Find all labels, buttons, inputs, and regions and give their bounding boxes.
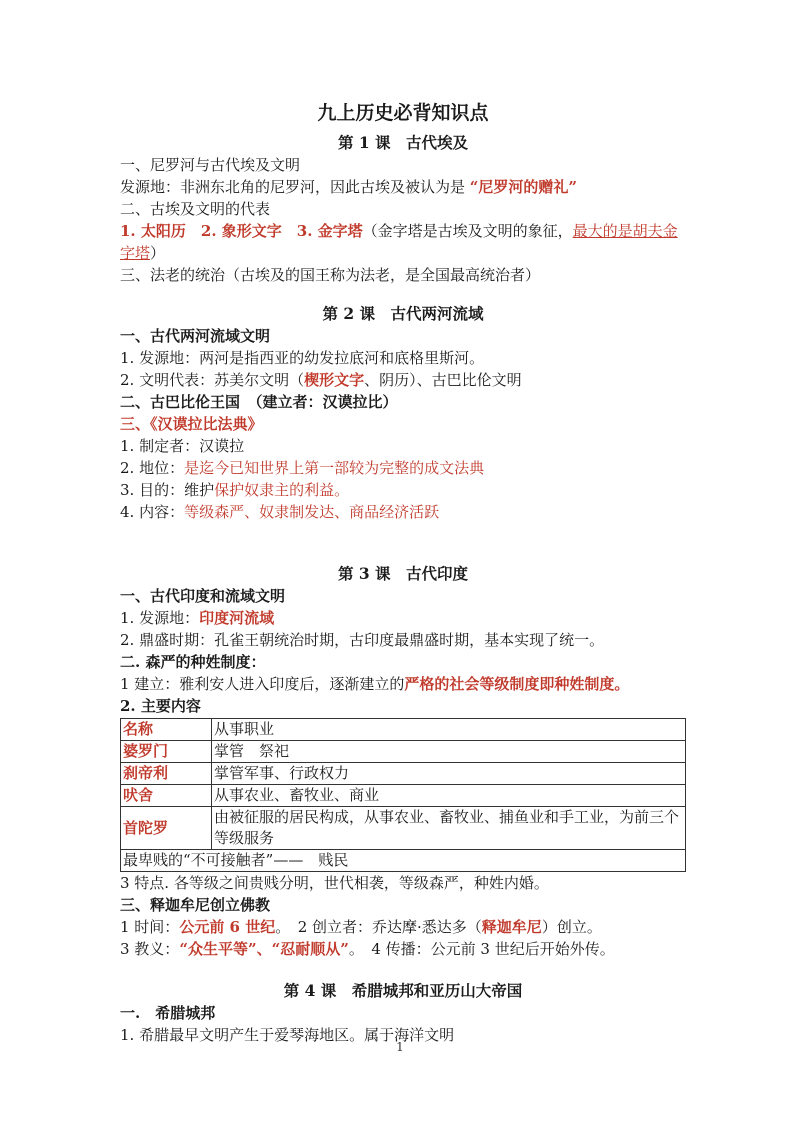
caste-desc: 从事职业 [212,719,686,741]
lesson-4-section-1-title: 一. 希腊城邦 [120,1004,216,1022]
doctrine-highlight: “众生平等”、“忍耐顺从” [179,940,349,958]
purpose-label: 3. 目的：维护 [120,481,215,499]
caste-desc: 掌管军事、行政权力 [212,763,686,785]
civ-text-end: 、阴历）、古巴比伦文明 [364,371,522,389]
founder-text: 。 2 创立者：乔达摩·悉达多（ [275,918,482,936]
code-purpose [120,479,686,501]
lesson-2-civilization [120,369,686,391]
cuneiform-highlight: 楔形文字 [304,371,365,389]
lesson-3-section-2-title: 二. 森严的种姓制度： [120,653,266,671]
time-label: 1 时间： [120,918,180,936]
khufu-pyramid-highlight: 最大的是胡夫金字塔 [120,222,678,262]
time-highlight: 公元前 6 世纪 [179,918,276,936]
table-row [121,719,686,741]
indus-highlight: 印度河流域 [199,609,275,627]
lesson-2-heading: 第 2 课 古代两河流域 [322,304,484,323]
buddhism-time-founder [120,916,686,938]
status-highlight: 是迄今已知世界上第一部较为完整的成文法典 [184,459,485,477]
content-highlight: 等级森严、奴隶制发达、商品经济活跃 [184,503,440,521]
lesson-1-origin [120,176,686,198]
table-row [121,763,686,785]
caste-establish [120,673,686,695]
buddhism-doctrine-spread [120,938,686,960]
untouchables-row: 最卑贱的“不可接触者”—— 贱民 [121,850,686,872]
caste-name: 刹帝利 [121,763,212,785]
purpose-highlight: 保护奴隶主的利益。 [214,481,350,499]
caste-desc: 由被征服的居民构成，从事农业、畜牧业、捕鱼业和手工业，为前三个等级服务 [212,807,686,850]
lesson-1-heading: 第 1 课 古代埃及 [337,133,469,152]
table-row [121,741,686,763]
spread-text: 。 4 传播：公元前 3 世纪后开始外传。 [348,940,615,958]
caste-content-title: 2. 主要内容 [120,697,201,715]
nile-gift-highlight: “尼罗河的赠礼” [469,178,578,196]
code-content [120,501,686,523]
doctrine-label: 3 教义： [120,940,180,958]
caste-desc: 掌管 祭祀 [212,741,686,763]
pyramid-note-end: ） [150,244,166,262]
table-row [121,850,686,872]
table-row [121,785,686,807]
lesson-3-section-3-title: 三、释迦牟尼创立佛教 [120,896,271,914]
greece-origin: 1. 希腊最早文明产生于爱琴海地区。属于海洋文明 [120,1026,455,1044]
status-label: 2. 地位： [120,459,185,477]
lesson-1-section-1-title: 一、尼罗河与古代埃及文明 [120,156,301,174]
table-row [121,807,686,850]
lesson-1-representatives [120,220,686,264]
document-page [120,98,686,1046]
sakyamuni-highlight: 释迦牟尼 [481,918,542,936]
india-peak: 2. 鼎盛时期：孔雀王朝统治时期，古印度最鼎盛时期，基本实现了统一。 [120,631,605,649]
caste-name: 吠舍 [121,785,212,807]
lesson-3-section-1-title: 一、古代印度和流域文明 [120,587,286,605]
founder-end: ）创立。 [541,918,602,936]
caste-name: 名称 [121,719,212,741]
caste-highlight: 严格的社会等级制度即种姓制度。 [404,675,630,693]
lesson-4-heading: 第 4 课 希腊城邦和亚历山大帝国 [283,981,523,1000]
caste-features: 3 特点. 各等级之间贵贱分明，世代相袭，等级森严，种姓内婚。 [120,874,549,892]
india-origin-label: 1. 发源地： [120,609,200,627]
lesson-3-heading: 第 3 课 古代印度 [337,564,469,583]
document-title: 九上历史必背知识点 [317,102,489,124]
caste-desc: 从事农业、畜牧业、商业 [212,785,686,807]
caste-name: 婆罗门 [121,741,212,763]
civ-text: 2. 文明代表：苏美尔文明（ [120,371,305,389]
code-status [120,457,686,479]
lesson-2-section-3-title: 三、《汉谟拉比法典》 [120,415,263,433]
lesson-1-section-2-title: 二、古埃及文明的代表 [120,200,271,218]
lesson-2-origin: 1. 发源地：两河是指西亚的幼发拉底河和底格里斯河。 [120,349,485,367]
pyramid-note: （金字塔是古埃及文明的象征， [362,222,573,240]
content-label: 4. 内容： [120,503,185,521]
caste-name: 首陀罗 [121,807,212,850]
caste-establish-text: 1 建立：雅利安人进入印度后，逐渐建立的 [120,675,405,693]
india-origin [120,607,686,629]
representatives-list: 1. 太阳历 2. 象形文字 3. 金字塔 [120,222,363,240]
lesson-2-section-2-title: 二、古巴比伦王国 （建立者：汉谟拉比） [120,393,398,411]
page-number: 1 [396,1040,404,1054]
code-maker: 1. 制定者：汉谟拉 [120,437,245,455]
lesson-2-section-1-title: 一、古代两河流域文明 [120,327,271,345]
origin-text: 发源地：非洲东北角的尼罗河，因此古埃及被认为是 [120,178,470,196]
lesson-1-section-3: 三、法老的统治（古埃及的国王称为法老，是全国最高统治者） [120,266,541,284]
caste-table [120,718,686,872]
